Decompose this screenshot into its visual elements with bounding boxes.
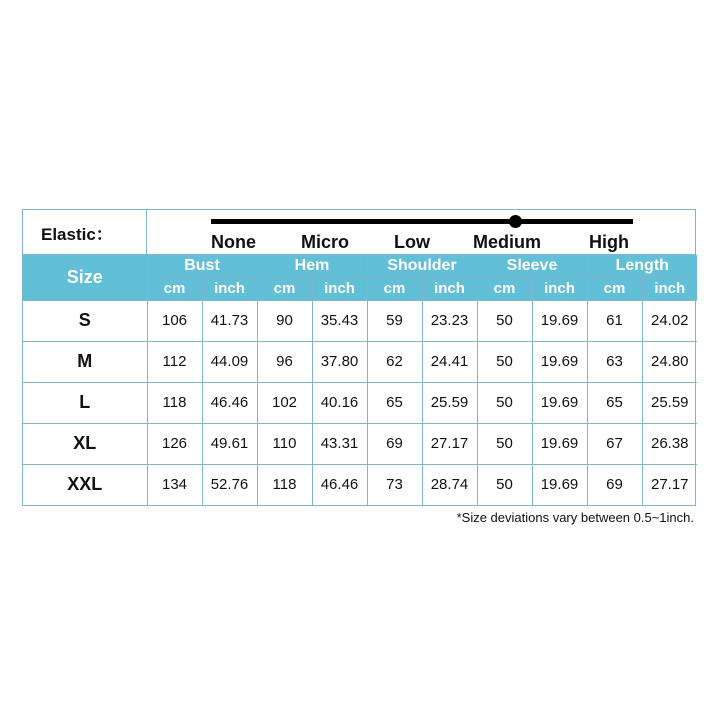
size-chart <box>22 209 696 506</box>
sleeve-cm-cell: 50 <box>477 341 532 382</box>
unit-header-inch: inch <box>312 277 367 300</box>
sleeve-cm-cell: 50 <box>477 382 532 423</box>
group-header-shoulder: Shoulder <box>367 255 477 277</box>
unit-header-inch: inch <box>642 277 697 300</box>
group-header-length: Length <box>587 255 697 277</box>
bust-inch-cell: 41.73 <box>202 300 257 341</box>
group-header-hem: Hem <box>257 255 367 277</box>
sleeve-cm-cell: 50 <box>477 423 532 464</box>
shoulder-cm-cell: 73 <box>367 464 422 505</box>
unit-header-cm: cm <box>147 277 202 300</box>
size-cell: S <box>23 300 147 341</box>
elastic-level-micro: Micro <box>301 232 350 252</box>
length-cm-cell: 63 <box>587 341 642 382</box>
length-cm-cell: 65 <box>587 382 642 423</box>
size-cell: L <box>23 382 147 423</box>
elastic-level-high: High <box>589 232 629 252</box>
unit-header-inch: inch <box>422 277 477 300</box>
size-deviation-note: *Size deviations vary between 0.5~1inch. <box>456 510 694 525</box>
elastic-level-low: Low <box>394 232 430 252</box>
size-cell: M <box>23 341 147 382</box>
hem-cm-cell: 102 <box>257 382 312 423</box>
sleeve-inch-cell: 19.69 <box>532 341 587 382</box>
table-row <box>23 423 697 464</box>
shoulder-cm-cell: 62 <box>367 341 422 382</box>
bust-cm-cell: 126 <box>147 423 202 464</box>
shoulder-cm-cell: 65 <box>367 382 422 423</box>
shoulder-inch-cell: 24.41 <box>422 341 477 382</box>
bust-inch-cell: 46.46 <box>202 382 257 423</box>
sleeve-inch-cell: 19.69 <box>532 300 587 341</box>
elastic-scale <box>147 210 695 254</box>
length-inch-cell: 27.17 <box>642 464 697 505</box>
table-row <box>23 300 697 341</box>
shoulder-cm-cell: 69 <box>367 423 422 464</box>
table-row <box>23 341 697 382</box>
hem-inch-cell: 40.16 <box>312 382 367 423</box>
hem-cm-cell: 118 <box>257 464 312 505</box>
length-inch-cell: 26.38 <box>642 423 697 464</box>
length-inch-cell: 25.59 <box>642 382 697 423</box>
length-inch-cell: 24.02 <box>642 300 697 341</box>
bust-inch-cell: 52.76 <box>202 464 257 505</box>
hem-inch-cell: 46.46 <box>312 464 367 505</box>
bust-inch-cell: 49.61 <box>202 423 257 464</box>
hem-inch-cell: 43.31 <box>312 423 367 464</box>
unit-header-cm: cm <box>367 277 422 300</box>
length-cm-cell: 61 <box>587 300 642 341</box>
size-cell: XL <box>23 423 147 464</box>
bust-cm-cell: 106 <box>147 300 202 341</box>
sleeve-inch-cell: 19.69 <box>532 382 587 423</box>
sleeve-cm-cell: 50 <box>477 464 532 505</box>
unit-header-cm: cm <box>587 277 642 300</box>
group-header-sleeve: Sleeve <box>477 255 587 277</box>
hem-inch-cell: 35.43 <box>312 300 367 341</box>
sleeve-inch-cell: 19.69 <box>532 464 587 505</box>
bust-cm-cell: 118 <box>147 382 202 423</box>
elastic-scale-line <box>211 219 633 224</box>
elastic-label: Elastic： <box>23 210 147 254</box>
size-cell: XXL <box>23 464 147 505</box>
table-row <box>23 382 697 423</box>
length-cm-cell: 69 <box>587 464 642 505</box>
shoulder-inch-cell: 23.23 <box>422 300 477 341</box>
bust-inch-cell: 44.09 <box>202 341 257 382</box>
shoulder-inch-cell: 28.74 <box>422 464 477 505</box>
elastic-row <box>23 210 695 255</box>
sleeve-inch-cell: 19.69 <box>532 423 587 464</box>
unit-header-cm: cm <box>477 277 532 300</box>
bust-cm-cell: 134 <box>147 464 202 505</box>
size-table <box>23 255 697 505</box>
unit-header-cm: cm <box>257 277 312 300</box>
hem-inch-cell: 37.80 <box>312 341 367 382</box>
elastic-level-none: None <box>211 232 256 252</box>
hem-cm-cell: 96 <box>257 341 312 382</box>
sleeve-cm-cell: 50 <box>477 300 532 341</box>
unit-header-inch: inch <box>202 277 257 300</box>
group-header-bust: Bust <box>147 255 257 277</box>
length-cm-cell: 67 <box>587 423 642 464</box>
hem-cm-cell: 90 <box>257 300 312 341</box>
bust-cm-cell: 112 <box>147 341 202 382</box>
shoulder-inch-cell: 27.17 <box>422 423 477 464</box>
unit-header-inch: inch <box>532 277 587 300</box>
table-row <box>23 464 697 505</box>
hem-cm-cell: 110 <box>257 423 312 464</box>
size-column-header: Size <box>23 255 147 300</box>
shoulder-inch-cell: 25.59 <box>422 382 477 423</box>
shoulder-cm-cell: 59 <box>367 300 422 341</box>
elastic-level-medium: Medium <box>473 232 542 252</box>
elastic-selected-marker <box>509 215 522 228</box>
length-inch-cell: 24.80 <box>642 341 697 382</box>
